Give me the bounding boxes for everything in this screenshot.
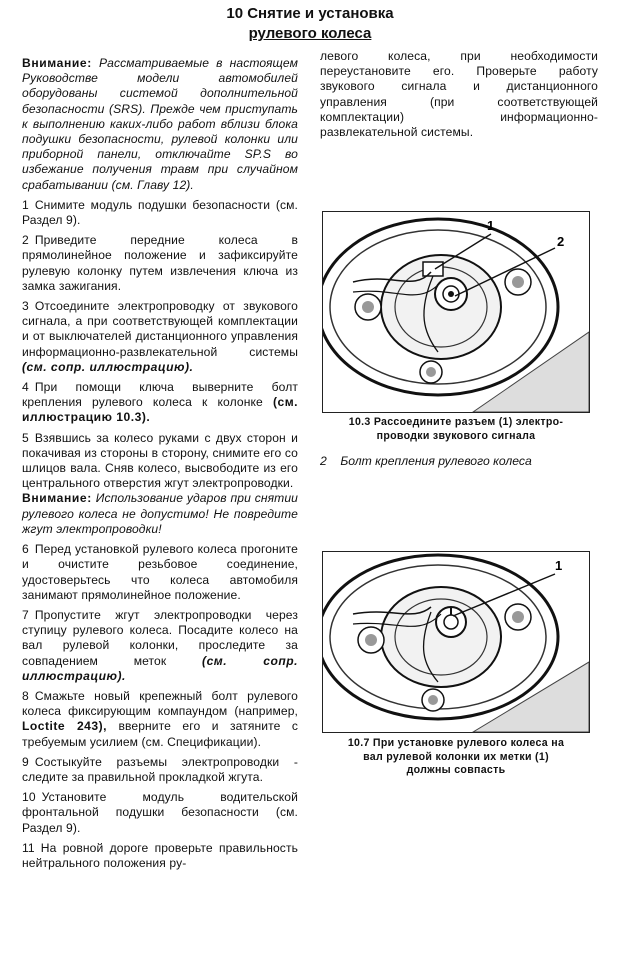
- caption-line: вал рулевой колонки их метки (1): [363, 750, 549, 763]
- step-number: 1: [22, 197, 29, 212]
- step-number: 8: [22, 688, 29, 703]
- step-10: [22, 790, 298, 836]
- right-column: [320, 49, 598, 145]
- step-3: [22, 299, 298, 375]
- figure-10-3: [322, 211, 590, 413]
- step-4: [22, 380, 298, 426]
- illustration-ref: (см. сопр. иллюстрацию).: [22, 653, 299, 683]
- warning-note-2: [22, 491, 298, 537]
- figure-10-7: [322, 551, 590, 733]
- step-number: 11: [22, 840, 35, 855]
- step-text: Приведите передние колеса в прямолинейное положение и зафиксируйте рулевую колонку путем извлечения ключа из замка зажигания.: [22, 233, 298, 293]
- illustration-ref: (см. сопр. иллюстрацию).: [22, 359, 194, 374]
- warning-label: Внимание:: [22, 56, 92, 70]
- caption-line: 10.3 Рассоедините разъем (1) электро-: [348, 416, 564, 428]
- step-2: [22, 233, 298, 294]
- step-text: Перед установкой рулевого колеса прогоните и очистите резьбовое соединение, удостоверьтесь что колеса автомобиля занимают прямолинейное положение.: [22, 542, 298, 602]
- step-text: Смажьте новый крепежный болт рулевого колеса фиксирующим компаундом (например,: [22, 688, 298, 719]
- steering-wheel-illustration: [323, 552, 589, 732]
- step-text: На ровной дороге проверьте правильность нейтрального положения ру-: [22, 840, 298, 870]
- step-8: [22, 689, 298, 750]
- step-number: 2: [22, 233, 29, 248]
- step-1: [22, 198, 298, 228]
- step-text: Отсоедините электропроводку от звукового сигнала, а при соответствующей комплектации и от выключателей дистанционного управления информационно-развлекательной системы: [22, 299, 298, 359]
- figure-10-3-caption: [320, 416, 592, 443]
- step-11: [22, 841, 298, 871]
- callout-1: 1: [487, 218, 495, 233]
- illustration-ref: (см. иллюстрацию 10.3).: [22, 395, 298, 425]
- step-number: 3: [22, 299, 29, 314]
- warning-text: Рассматриваемые в настоящем Руководстве модели автомобилей оборудованы системой дополнительной безопасности (SRS). Прежде чем приступать к выполнению каких-либо работ вблизи блока подушки безопасности, рулевой колонки или приборной панели, отключайте SP.S во избежание получения травм при случайном срабатывании (см. Главу 12).: [22, 56, 298, 192]
- title-line-1: 10 Снятие и установка: [226, 5, 394, 22]
- compound-name: Loctite 243),: [22, 719, 108, 734]
- step-number: 5: [22, 430, 29, 445]
- step-11-continuation: левого колеса, при необходимости переустановите его. Проверьте работу звукового сигнала и дистанционного управления (при соответствующей комплектации) информационно-развлекательной системы.: [320, 49, 598, 140]
- step-text: Взявшись за колесо руками с двух сторон и покачивая из стороны в сторону, снимите его со шлицов вала. Сняв колесо, высвободите из его центрального отверстия жгут электропроводки.: [22, 430, 298, 491]
- step-number: 4: [22, 380, 29, 395]
- step-number: 10: [22, 790, 36, 805]
- step-text: Снимите модуль подушки безопасности (см. Раздел 9).: [22, 197, 298, 228]
- warning-note: [22, 56, 298, 193]
- figure-10-3-legend: 2 Болт крепления рулевого колеса: [320, 454, 532, 468]
- step-5: [22, 431, 298, 492]
- left-column: [22, 56, 298, 876]
- step-6: [22, 542, 298, 603]
- step-9: [22, 755, 298, 785]
- step-text: Установите модуль водительской фронтальной подушки безопасности (см. Раздел 9).: [22, 790, 298, 835]
- step-7: [22, 608, 298, 684]
- step-text: вверните его и затяните с требуемым усилием (см. Спецификации).: [22, 719, 298, 749]
- caption-line: проводки звукового сигнала: [376, 429, 536, 442]
- step-text: Состыкуйте разъемы электропроводки - следите за правильной прокладкой жгута.: [22, 754, 298, 784]
- page-title: [0, 4, 620, 44]
- title-line-2: рулевого колеса: [248, 25, 372, 42]
- step-text: При помощи ключа выверните болт крепления рулевого колеса к колонке: [22, 380, 298, 410]
- caption-line: должны совпасть: [406, 764, 506, 776]
- step-number: 6: [22, 542, 29, 557]
- steering-wheel-illustration: [323, 212, 589, 412]
- figure-10-7-caption: [320, 737, 592, 778]
- step-text: Пропустите жгут электропроводки через ступицу рулевого колеса. Посадите колесо на вал рулевой колонки, проследите за совпадением меток: [22, 607, 298, 668]
- step-number: 7: [22, 607, 29, 622]
- warning-text: Использование ударов при снятии рулевого колеса не допустимо! Не повредите жгут электропроводки!: [22, 491, 298, 536]
- callout-2: 2: [557, 234, 565, 249]
- callout-1: 1: [555, 558, 563, 573]
- caption-line: 10.7 При установке рулевого колеса на: [347, 737, 565, 749]
- warning-label: Внимание:: [22, 491, 92, 506]
- step-number: 9: [22, 754, 29, 769]
